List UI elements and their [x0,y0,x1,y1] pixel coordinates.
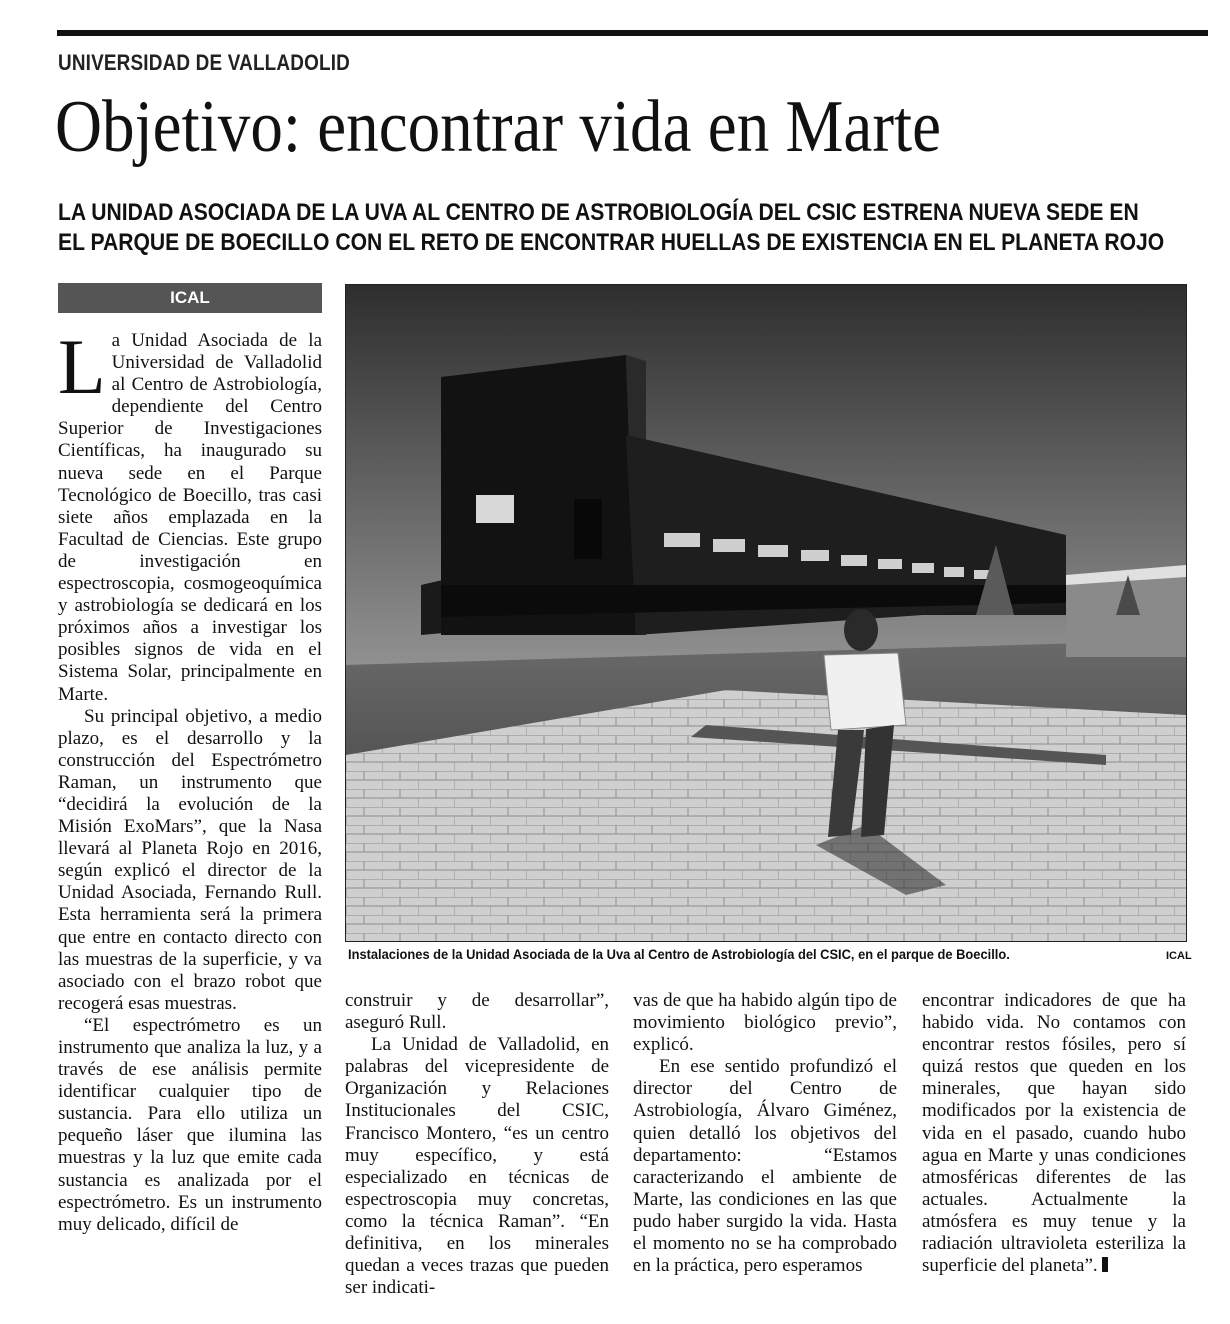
paragraph: vas de que ha habido algún tipo de movimiento biológico previo”, explicó. [633,990,897,1056]
article-column-2 [345,990,609,1299]
paragraph: construir y de desarrollar”, aseguró Rull. [345,990,609,1034]
subhead-line-1: LA UNIDAD ASOCIADA DE LA UVA AL CENTRO DE ASTROBIOLOGÍA DEL CSIC ESTRENA NUEVA SEDE EN [58,199,1139,226]
building-photo [345,284,1187,942]
paragraph: En ese sentido profundizó el director del Centro de Astrobiología, Álvaro Giménez, quien detalló los objetivos del departamento: “Estamos caracterizando el ambiente de Marte, las condiciones en las que pudo haber surgido la vida. Hasta el momento no se ha comprobado en la práctica, pero esperamos [633,1056,897,1277]
section-label: UNIVERSIDAD DE VALLADOLID [58,50,350,75]
drop-cap: L [58,323,106,410]
article-column-3 [633,990,897,1277]
paragraph: Su principal objetivo, a medio plazo, es el desarrollo y la construcción del Espectrómetro Raman, un instrumento que “decidirá la evolución de la Misión ExoMars”, que la Nasa llevará al Planeta Rojo en 2016, según explicó el director de la Unidad Asociada, Fernando Rull. Esta herramienta será la primera que entre en contacto directo con las muestras de la superficie, y va asociado con el brazo robot que recogerá esas muestras. [58,705,322,1014]
subhead-line-2: EL PARQUE DE BOECILLO CON EL RETO DE ENCONTRAR HUELLAS DE EXISTENCIA EN EL PLANETA ROJO [58,229,1165,256]
headline: Objetivo: encontrar vida en Marte [55,86,942,168]
paragraph: encontrar indicadores de que ha habido vida. No contamos con encontrar restos fósiles, pero sí quizá restos que queden en los minerales, que hayan sido modificados por la existencia de vida en el pasado, cuando hubo agua en Marte y unas condiciones atmosféricas diferentes de las actuales. Actualmente la atmósfera es muy tenue y la radiación ultravioleta esteriliza la superficie del planeta”. [922,990,1186,1277]
paragraph: La Unidad de Valladolid, en palabras del vicepresidente de Organización y Relaciones Institucionales del CSIC, Francisco Montero, “es un centro muy específico, y está especializado en técnicas de espectroscopia muy concretas, como la técnica Raman”. “En definitiva, en los minerales quedan a veces trazas que pueden ser indicati- [345,1034,609,1299]
subhead [58,198,1193,258]
photo-illustration [346,285,1186,941]
end-mark-icon [1102,1257,1108,1272]
photo-credit: ICAL [1166,950,1192,962]
paragraph: La Unidad Asociada de la Universidad de Valladolid al Centro de Astrobiología, dependiente del Centro Superior de Investigaciones Científicas, ha inaugurado su nueva sede en el Parque Tecnológico de Boecillo, tras casi siete años emplazada en la Facultad de Ciencias. Este grupo de investigación en espectroscopia, cosmogeoquímica y astrobiología se dedicará en los próximos años a investigar los posibles signos de vida en el Sistema Solar, principalmente en Marte. [58,323,322,705]
byline: ICAL [58,283,322,313]
paragraph: “El espectrómetro es un instrumento que analiza la luz, y a través de ese análisis permite identificar cualquier tipo de sustancia. Para ello utiliza un pequeño láser que ilumina las muestras y la luz que emite cada sustancia es analizada por el espectrómetro. Es un instrumento muy delicado, difícil de [58,1014,322,1235]
top-rule [57,30,1208,36]
photo-caption: Instalaciones de la Unidad Asociada de la Uva al Centro de Astrobiología del CSIC, en el parque de Boecillo. [348,946,1010,962]
article-column-1 [58,323,322,1236]
article-column-4 [922,990,1186,1277]
